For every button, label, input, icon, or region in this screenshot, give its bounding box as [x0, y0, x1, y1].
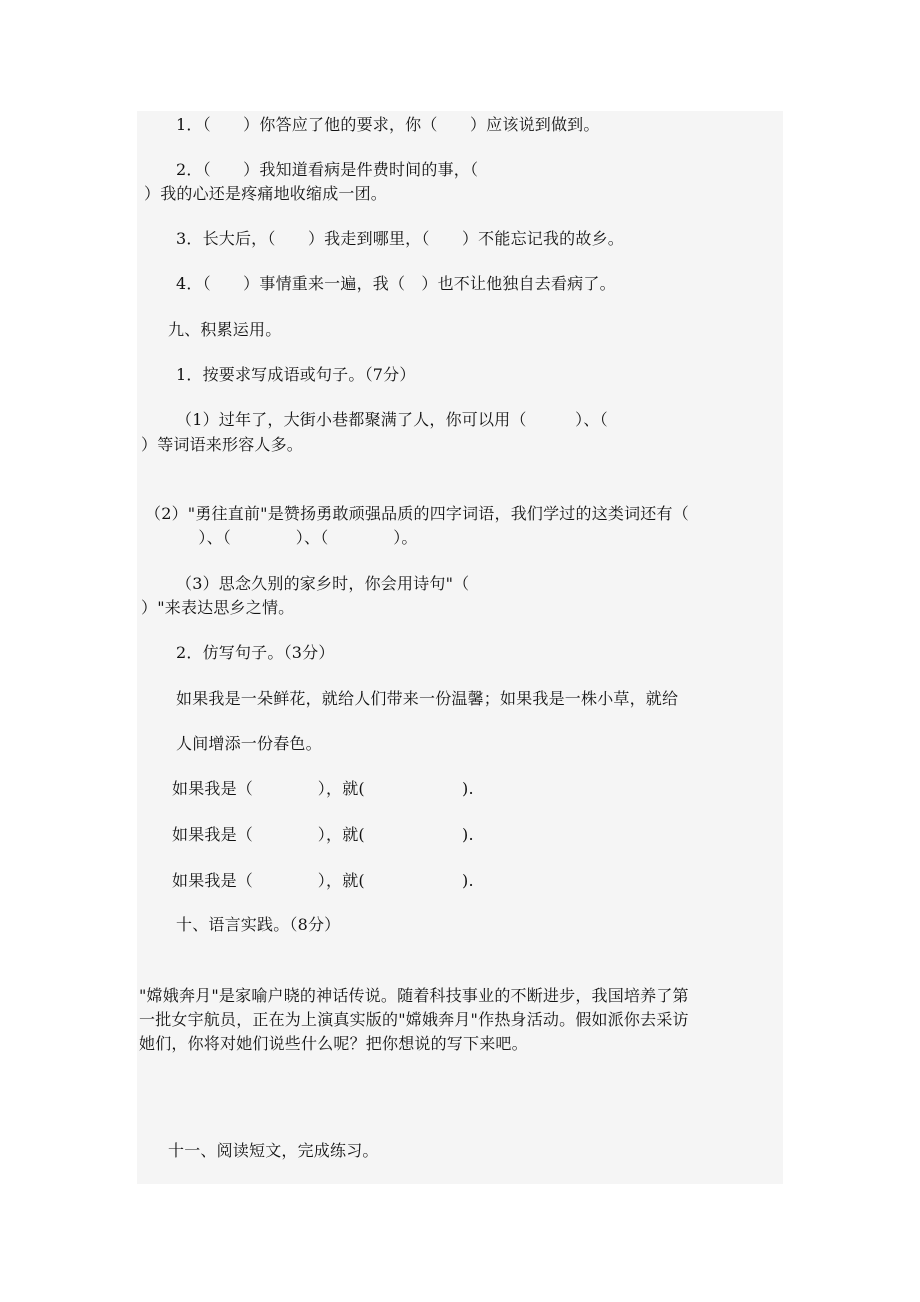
q2-example-line-2: 人间增添一份春色。	[176, 734, 322, 753]
q2-blank-1: 如果我是（ ），就( ).	[172, 779, 474, 798]
q1-title: 1．按要求写成语或句子。（7分）	[176, 365, 416, 384]
q2-blank-3: 如果我是（ ），就( ).	[172, 871, 474, 890]
q2-example-line-1: 如果我是一朵鲜花，就给人们带来一份温馨；如果我是一株小草，就给	[176, 689, 679, 708]
section-10-paragraph-line-1: "嫦娥奔月"是家喻户晓的神话传说。随着科技事业的不断进步，我国培养了第	[139, 986, 689, 1005]
q1-1-line-1: （1）过年了，大街小巷都聚满了人，你可以用（ ）、（	[176, 410, 608, 429]
fill-blank-item-3: 3．长大后，（ ）我走到哪里，（ ）不能忘记我的故乡。	[176, 229, 624, 248]
section-10-paragraph-line-3: 她们，你将对她们说些什么呢？把你想说的写下来吧。	[139, 1034, 528, 1053]
section-11-heading: 十一、阅读短文，完成练习。	[168, 1141, 379, 1160]
q2-blank-2: 如果我是（ ），就( ).	[172, 825, 474, 844]
section-10-paragraph-line-2: 一批女宇航员，正在为上演真实版的"嫦娥奔月"作热身活动。假如派你去采访	[139, 1010, 689, 1029]
q1-3-line-1: （3）思念久别的家乡时，你会用诗句"（	[176, 574, 470, 593]
q1-3-line-2: ）"来表达思乡之情。	[141, 598, 295, 617]
section-10-heading: 十、语言实践。（8分）	[176, 915, 341, 934]
fill-blank-item-2-line-2: ）我的心还是疼痛地收缩成一团。	[144, 184, 388, 203]
fill-blank-item-4: 4．（ ）事情重来一遍，我（ ）也不让他独自去看病了。	[176, 274, 616, 293]
fill-blank-item-2-line-1: 2．（ ）我知道看病是件费时间的事，（	[176, 160, 479, 179]
q1-2-line-1: （2）"勇往直前"是赞扬勇敢顽强品质的四字词语，我们学过的这类词还有（	[145, 504, 689, 523]
q2-title: 2．仿写句子。（3分）	[176, 643, 335, 662]
section-9-heading: 九、积累运用。	[168, 320, 282, 339]
q1-2-line-2: ）、（ ）、（ ）。	[166, 528, 418, 547]
fill-blank-item-1: 1．（ ）你答应了他的要求，你（ ）应该说到做到。	[176, 115, 600, 134]
q1-1-line-2: ）等词语来形容人多。	[141, 435, 304, 454]
